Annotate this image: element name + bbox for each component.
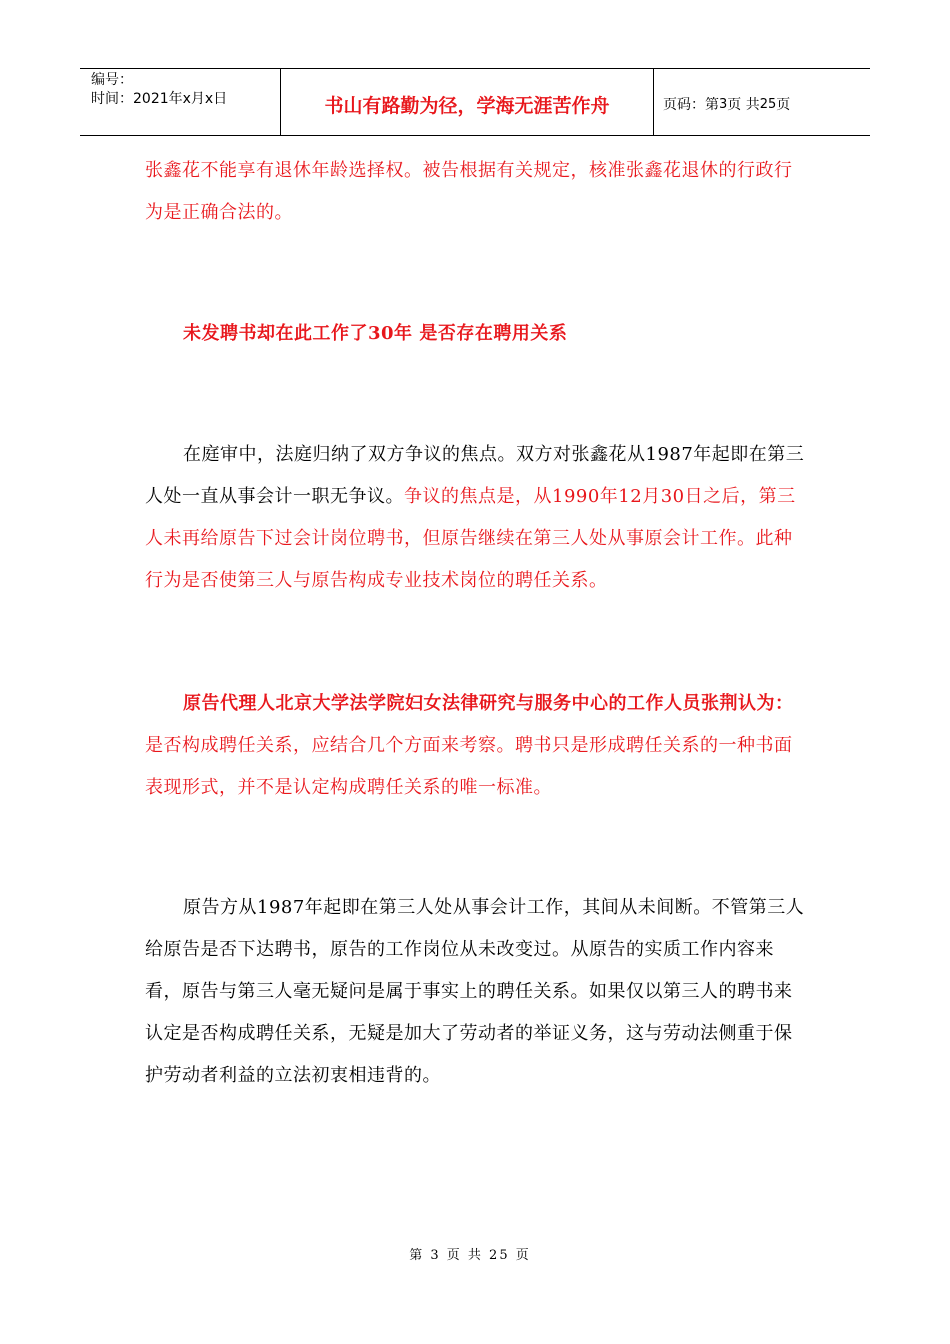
page-label: 页码：第 xyxy=(663,97,719,113)
number-label: 编号： xyxy=(91,72,133,88)
paragraph-2 xyxy=(145,434,805,602)
paragraph-1: 张鑫花不能享有退休年龄选择权。被告根据有关规定，核准张鑫花退休的行政行为是正确合法的。 xyxy=(145,160,793,223)
header-motto: 书山有路勤为径，学海无涯苦作舟 xyxy=(281,69,654,135)
page-current: 3 xyxy=(719,96,728,112)
time-label: 时间：2021年x月x日 xyxy=(91,91,228,107)
page-mid: 页 共 xyxy=(727,97,760,113)
header-page-info xyxy=(654,69,870,135)
paragraph-3 xyxy=(145,683,805,809)
page-end: 页 xyxy=(776,97,791,113)
paragraph-2-highlight: 争议的焦点是，从1990年12月30日之后，第三人未再给原告下过会计岗位聘书，但原告继续在第三人处从事原会计工作。此种行为是否使第三人与原告构成专业技术岗位的聘任关系。 xyxy=(145,486,796,591)
page-footer: 第 3 页 共 25 页 xyxy=(409,1248,531,1263)
paragraph-3-text: 是否构成聘任关系，应结合几个方面来考察。聘书只是形成聘任关系的一种书面表现形式，并不是认定构成聘任关系的唯一标准。 xyxy=(145,735,793,798)
page-total: 25 xyxy=(759,96,777,112)
section-heading: 未发聘书却在此工作了30年 是否存在聘用关系 xyxy=(183,323,568,344)
paragraph-3-lead: 原告代理人北京大学法学院妇女法律研究与服务中心的工作人员张荆认为： xyxy=(183,693,794,714)
header-meta xyxy=(80,69,281,135)
paragraph-2-text: 在庭审中，法庭归纳了双方争议的焦点。双方对张鑫花从1987年起即在第三人处一直从事会计一职无争议。 xyxy=(145,444,805,507)
paragraph-4: 原告方从1987年起即在第三人处从事会计工作，其间从未间断。不管第三人给原告是否下达聘书，原告的工作岗位从未改变过。从原告的实质工作内容来看，原告与第三人毫无疑问是属于事实上的聘任关系。如果仅以第三人的聘书来认定是否构成聘任关系，无疑是加大了劳动者的举证义务，这与劳动法侧重于保护劳动者利益的立法初衷相违背的。 xyxy=(145,897,805,1086)
page-header xyxy=(80,68,870,136)
